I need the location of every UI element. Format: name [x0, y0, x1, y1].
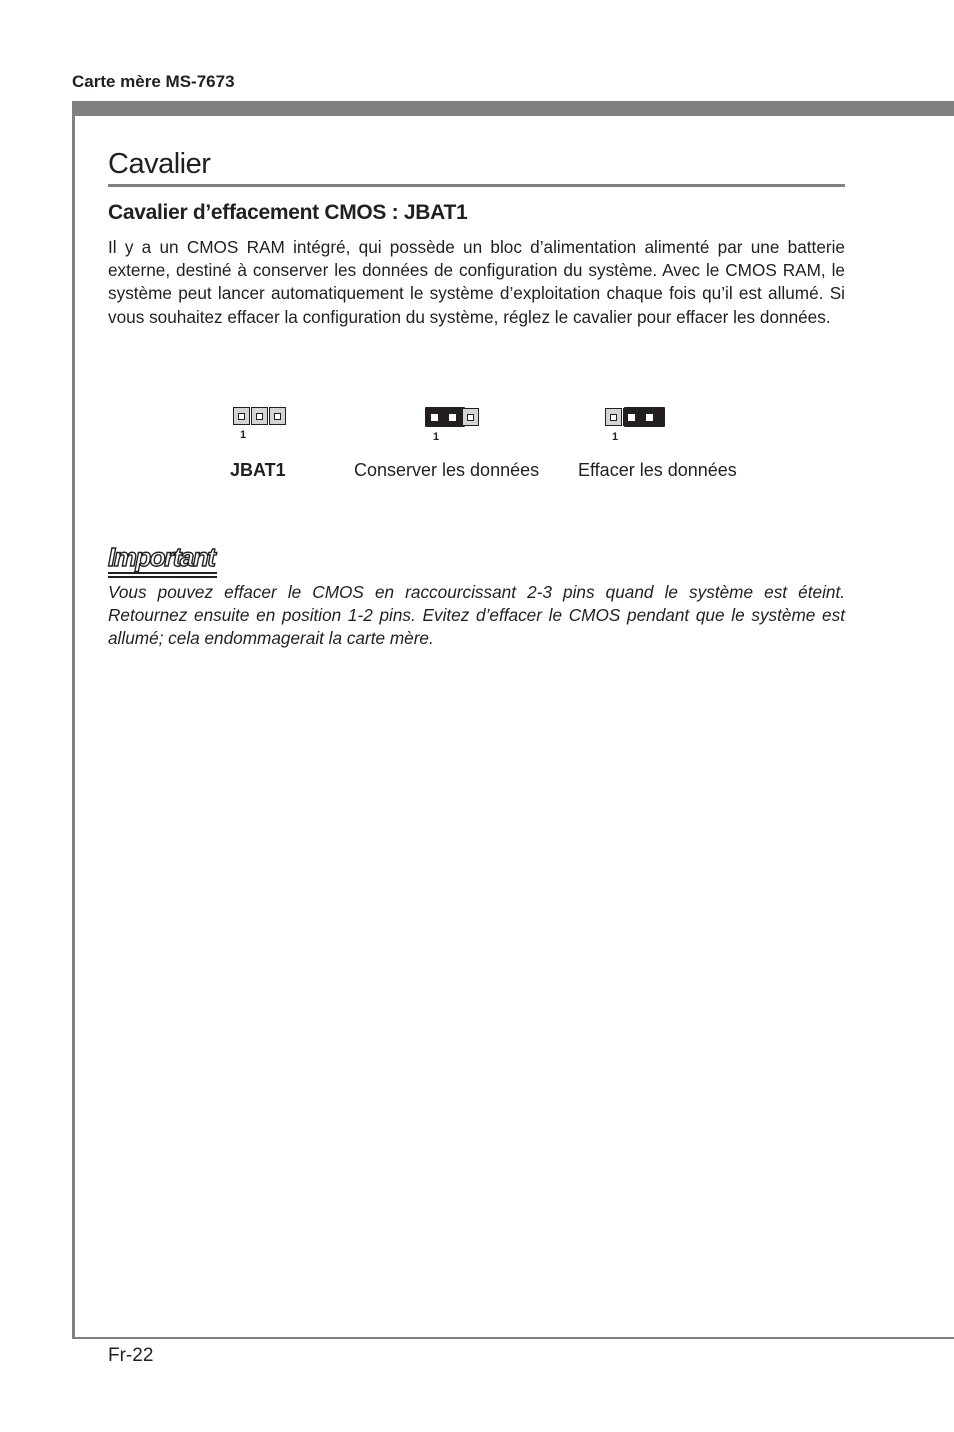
jumper-pin: [605, 408, 622, 426]
clear-data-jumper-diagram: [605, 408, 658, 428]
jbat1-caption: JBAT1: [230, 460, 286, 480]
important-underline: [108, 576, 217, 578]
section-title: Cavalier: [108, 148, 211, 180]
jbat1-jumper-diagram: [233, 407, 286, 427]
important-underline: [108, 572, 217, 574]
left-margin-rule: [72, 101, 75, 1339]
jumper-pin: [233, 407, 250, 425]
bottom-rule: [72, 1337, 954, 1339]
jumper-pin: [444, 408, 461, 426]
keep-data-caption: Conserver les données: [354, 460, 540, 480]
section-title-underline: [108, 184, 845, 187]
pin-one-label: 1: [433, 431, 440, 443]
body-paragraph: Il y a un CMOS RAM intégré, qui possède un bloc d’alimentation alimenté par une batterie externe, destiné à conserver les données de configuration du système. Avec le CMOS RAM, le système peut lancer automatiquement le système d’exploitation chaque fois qu’il est allumé. Si vous souhaitez effacer la configuration du système, réglez le cavalier pour effacer les données.: [108, 237, 845, 327]
page-number: Fr-22: [108, 1345, 154, 1366]
clear-data-caption: Effacer les données: [578, 460, 737, 480]
important-note-text: Vous pouvez effacer le CMOS en raccourcissant 2-3 pins quand le système est éteint. Retournez ensuite en position 1-2 pins. Evitez d’effacer le CMOS pendant que le système est allumé; cela endommagerait la carte mère.: [108, 582, 845, 649]
jumper-pin: [462, 408, 479, 426]
subsection-title: Cavalier d’effacement CMOS : JBAT1: [108, 201, 468, 224]
pin-one-label: 1: [240, 429, 247, 441]
jumper-pin: [251, 407, 268, 425]
keep-data-jumper-diagram: [426, 408, 479, 428]
jumper-pin: [623, 408, 640, 426]
important-heading: Important: [108, 542, 215, 572]
pin-one-label: 1: [612, 431, 619, 443]
jumper-pin: [426, 408, 443, 426]
document-header-label: Carte mère MS-7673: [72, 72, 235, 91]
jumper-pin: [269, 407, 286, 425]
jumper-pin: [641, 408, 658, 426]
top-bar-rule: [72, 101, 954, 116]
